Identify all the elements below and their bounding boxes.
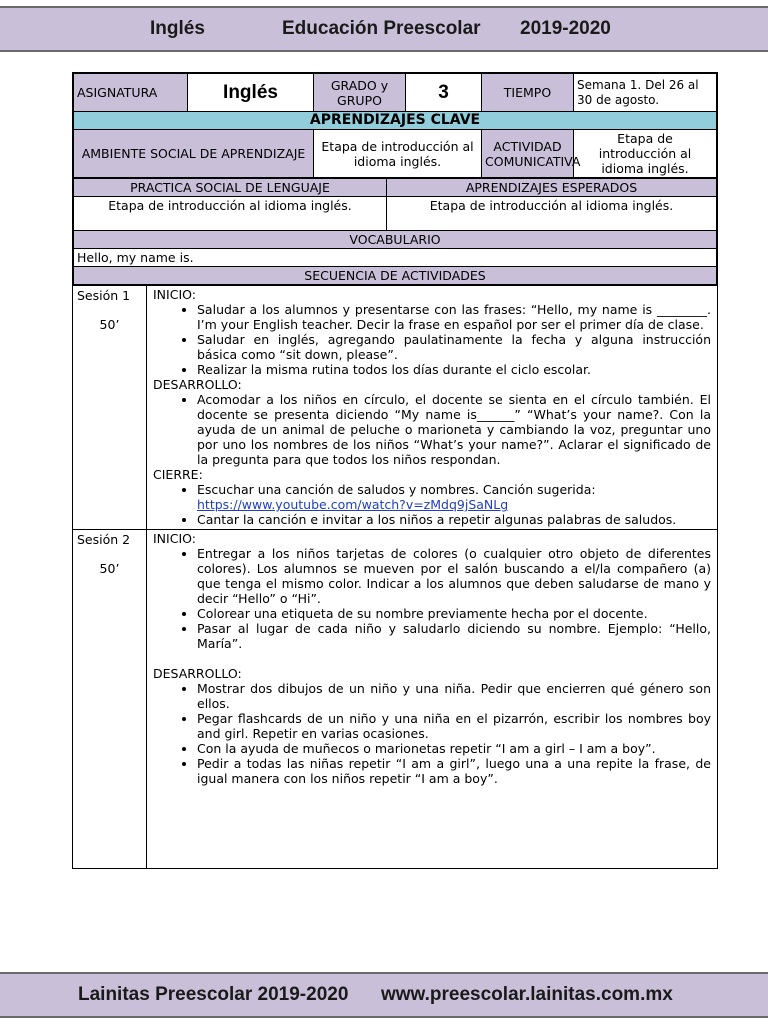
actividad-label: ACTIVIDAD COMUNICATIVA [482,130,574,178]
list-item: • Mostrar dos dibujos de un niño y una niña. Pedir que encierren qué género son ellos. [197,681,711,711]
session-1 [73,285,717,529]
esperados-value: Etapa de introducción al idioma inglés. [387,197,717,231]
practica-value: Etapa de introducción al idioma inglés. [74,197,387,231]
list-item: • Cantar la canción e invitar a los niños a repetir algunas palabras de saludos. [197,512,711,527]
list-item: • Saludar en inglés, agregando paulatinamente la fecha y alguna instrucción básica como “sit down, please”. [197,332,711,362]
grado-value: 3 [406,74,482,112]
cierre-song-text: Escuchar una canción de saludos y nombres. Canción sugerida: [197,482,596,497]
list-item: • Colorear una etiqueta de su nombre previamente hecha por el docente. [197,606,711,621]
secuencia-heading: SECUENCIA DE ACTIVIDADES [74,267,717,285]
esperados-label: APRENDIZAJES ESPERADOS [387,179,717,197]
grado-label: GRADO y GRUPO [314,74,406,112]
footer-brand: Lainitas Preescolar 2019-2020 [78,984,349,1005]
asignatura-label: ASIGNATURA [74,74,188,112]
header-level: Educación Preescolar [282,18,481,39]
practica-table [73,178,717,285]
list-item: • Saludar a los alumnos y presentarse con las frases: “Hello, my name is ________. I’m your English teacher. Decir la frase en español por ser el primer día de clase. [197,302,711,332]
aprendizajes-clave-heading: APRENDIZAJES CLAVE [74,112,717,130]
vocabulario-value: Hello, my name is. [74,249,717,267]
song-link[interactable]: https://www.youtube.com/watch?v=zMdq9jSaNLg [197,497,509,512]
list-item: • Pasar al lugar de cada niño y saludarlo diciendo su nombre. Ejemplo: “Hello, María”. [197,621,711,651]
page-header [0,6,768,52]
list-item: • Pedir a todas las niñas repetir “I am a girl”, luego una a una repite la frase, de igual manera con los niños repetir “I am a boy”. [197,756,711,786]
asignatura-value: Inglés [188,74,314,112]
list-item: • Entregar a los niños tarjetas de colores (o cualquier otro objeto de diferentes colores). Los alumnos se mueven por el salón buscando a el/la compañero (a) que tenga el mismo color. Indicar a los alumnos que deben saludarse de mano y decir “Hello” o “Hi”. [197,546,711,606]
ambiente-value: Etapa de introducción al idioma inglés. [314,130,482,178]
info-table [73,73,717,178]
page-footer [0,972,768,1018]
tiempo-label: TIEMPO [482,74,574,112]
list-item: • Pegar flashcards de un niño y una niña en el pizarrón, escribir los nombres boy and girl. Repetir en varias ocasiones. [197,711,711,741]
session-2-name: Sesión 2 [77,532,131,547]
header-subject: Inglés [150,18,205,39]
session-1-cierre-label: CIERRE: [153,467,203,482]
session-1-desarrollo-label: DESARROLLO: [153,377,242,392]
list-item: • Realizar la misma rutina todos los días durante el ciclo escolar. [197,362,711,377]
session-2-time: 50’ [99,561,120,576]
actividad-value: Etapa de introducción al idioma inglés. [574,130,717,178]
session-2-inicio-label: INICIO: [153,531,196,546]
header-year: 2019-2020 [520,18,611,39]
session-1-inicio-label: INICIO: [153,287,196,302]
ambiente-label: AMBIENTE SOCIAL DE APRENDIZAJE [74,130,314,178]
vocabulario-heading: VOCABULARIO [74,231,717,249]
session-2-desarrollo-label: DESARROLLO: [153,666,242,681]
session-1-time: 50’ [99,317,120,332]
tiempo-value: Semana 1. Del 26 al 30 de agosto. [574,74,717,112]
lesson-plan-document [72,72,718,869]
session-2 [73,529,717,868]
session-1-name: Sesión 1 [77,288,131,303]
list-item [197,482,711,512]
footer-website: www.preescolar.lainitas.com.mx [381,984,673,1005]
practica-label: PRACTICA SOCIAL DE LENGUAJE [74,179,387,197]
list-item: • Con la ayuda de muñecos o marionetas repetir “I am a girl – I am a boy”. [197,741,711,756]
list-item: • Acomodar a los niños en círculo, el docente se sienta en el círculo también. El docente se presenta diciendo “My name is______” “What’s your name?. Con la ayuda de un animal de peluche o marioneta y cambiando la voz, preguntar uno por uno los nombres de los niños “What’s your name?”. Aclarar el significado de la pregunta para que todos los niños respondan. [197,392,711,467]
